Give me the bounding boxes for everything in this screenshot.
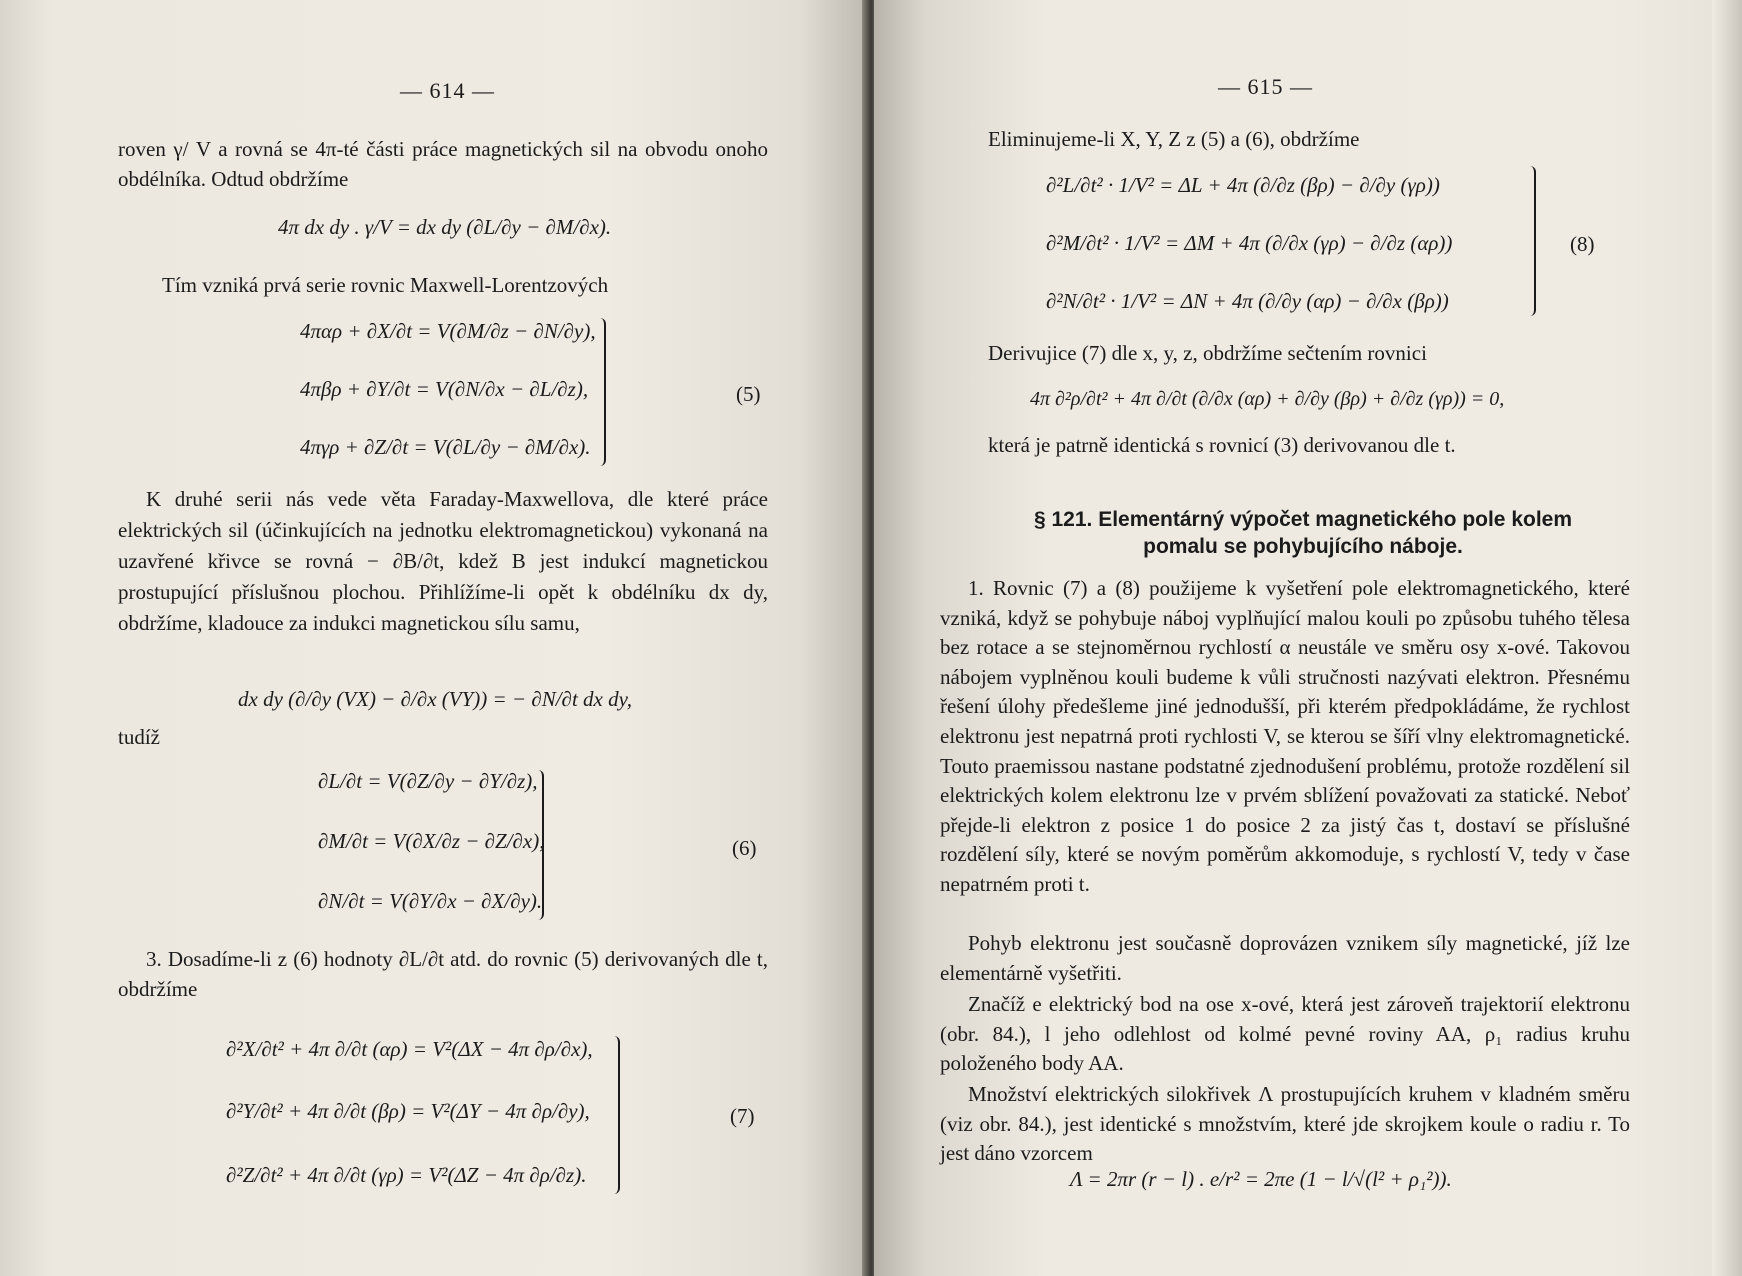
equation-number: (7) [730, 1104, 755, 1128]
paragraph: roven γ/ V a rovná se 4π-té části práce magnetických sil na obvodu onoho obdélníka. Odtud obdržíme [118, 137, 768, 191]
equation-line: ∂²L/∂t² · 1/V² = ΔL + 4π (∂/∂z (βρ) − ∂/∂y (γρ)) [1046, 173, 1440, 197]
page-number: — 615 — [1218, 74, 1313, 99]
paragraph: 3. Dosadíme-li z (6) hodnoty ∂L/∂t atd. do rovnic (5) derivovaných dle t, obdržíme [118, 947, 768, 1001]
paragraph: Značíž e elektrický bod na ose x-ové, která jest zároveň trajektorií elektronu (obr. 84.), l jeho odlehlost od kolmé pevné roviny AA, ρ₁ radius kruhu položeného body AA. [940, 992, 1630, 1076]
equation-line: 4πγρ + ∂Z/∂t = V(∂L/∂y − ∂M/∂x). [300, 435, 591, 459]
equation-line: ∂²N/∂t² · 1/V² = ΔN + 4π (∂/∂y (αρ) − ∂/∂x (βρ)) [1046, 289, 1449, 313]
equation-line: ∂²Y/∂t² + 4π ∂/∂t (βρ) = V²(ΔY − 4π ∂ρ/∂y), [226, 1099, 590, 1123]
equation-brace [610, 1036, 620, 1194]
equation-line: ∂²M/∂t² · 1/V² = ΔM + 4π (∂/∂x (γρ) − ∂/∂z (αρ)) [1046, 231, 1453, 255]
equation-line: ∂L/∂t = V(∂Z/∂y − ∂Y/∂z), [318, 769, 538, 793]
word: tudíž [118, 725, 160, 749]
equation: 4π ∂²ρ/∂t² + 4π ∂/∂t (∂/∂x (αρ) + ∂/∂y (βρ) + ∂/∂z (γρ)) = 0, [1030, 388, 1505, 410]
equation-line: 4πβρ + ∂Y/∂t = V(∂N/∂x − ∂L/∂z), [300, 377, 589, 401]
equation-brace [534, 770, 544, 920]
paragraph: Tím vzniká prvá serie rovnic Maxwell-Lorentzových [162, 273, 609, 297]
paragraph: Množství elektrických silokřivek Λ prostupujících kruhem v kladném směru (viz obr. 84.), jest identické s množstvím, které jde skrojkem koule o radiu r. To jest dáno vzorcem [940, 1082, 1630, 1166]
right-page [874, 0, 1742, 1276]
left-page [0, 0, 868, 1276]
paragraph: K druhé serii nás vede věta Faraday-Maxwellova, dle které práce elektrických sil (účinkujících na jednotku elektromagnetickou) vykonaná na uzavřené křivce se rovná − ∂B/∂t, kdež B jest indukcí magnetickou prostupující příslušnou plochou. Přihlížíme-li opět k obdélníku dx dy, obdržíme, kladouce za indukci magnetickou sílu samu, [118, 487, 768, 635]
equation-line: ∂²X/∂t² + 4π ∂/∂t (αρ) = V²(ΔX − 4π ∂ρ/∂x), [226, 1037, 593, 1061]
equation-line: ∂²Z/∂t² + 4π ∂/∂t (γρ) = V²(ΔZ − 4π ∂ρ/∂z). [226, 1163, 587, 1187]
equation-number: (8) [1570, 232, 1595, 256]
equation: dx dy (∂/∂y (VX) − ∂/∂x (VY)) = − ∂N/∂t dx dy, [238, 687, 633, 711]
section-heading: § 121. Elementárný výpočet magnetického pole kolem pomalu se pohybujícího náboje. [1033, 508, 1573, 558]
equation: 4π dx dy . γ/V = dx dy (∂L/∂y − ∂M/∂x). [278, 215, 612, 239]
equation-line: 4παρ + ∂X/∂t = V(∂M/∂z − ∂N/∂y), [300, 319, 596, 343]
paragraph: která je patrně identická s rovnicí (3) derivovanou dle t. [988, 433, 1456, 457]
equation-number: (6) [732, 836, 757, 860]
paragraph: Eliminujeme-li X, Y, Z z (5) a (6), obdržíme [988, 127, 1360, 151]
equation-brace [596, 318, 606, 466]
paragraph: Derivujice (7) dle x, y, z, obdržíme sečtením rovnici [988, 341, 1427, 365]
paragraph: Pohyb elektronu jest současně doprovázen vznikem síly magnetické, jíž lze elementárně vyšetřiti. [940, 931, 1630, 985]
paragraph: 1. Rovnic (7) a (8) použijeme k vyšetření pole elektromagnetického, které vzniká, když se pohybuje náboj vyplňující malou kouli po způsobu tuhého tělesa bez rotace a se stejnoměrnou rychlostí α neustále ve směru osy x-ové. Takovou nábojem vyplněnou kouli budeme k vůli stručnosti nazývati elektron. Přesnému řešení úlohy předešleme jiné jednodušší, při kterém předpokládáme, že rychlost elektronu jest nepatrná proti rychlosti V, se kterou se šíří vlny elektromagnetické. Touto praemissou nastane podstatné zjednodušení problému, protože rozdělení sil elektrických kolem elektronu lze v prvém sblížení považovati za statické. Neboť přejde-li elektron z posice 1 do posice 2 za jistý čas t, dostaví se příslušné rozdělení síly, které se novým poměrům akkomoduje, s rychlostí V, tedy v čase nepatrném proti t. [940, 576, 1630, 896]
page-edge [1712, 0, 1742, 1276]
equation: Λ = 2πr (r − l) . e/r² = 2πe (1 − l/√(l² + ρ₁²)). [1070, 1167, 1452, 1191]
page-number: — 614 — [400, 78, 495, 103]
equation-brace [1526, 166, 1536, 316]
equation-line: ∂N/∂t = V(∂Y/∂x − ∂X/∂y). [318, 889, 543, 913]
equation-number: (5) [736, 382, 761, 406]
equation-line: ∂M/∂t = V(∂X/∂z − ∂Z/∂x), [318, 829, 545, 853]
